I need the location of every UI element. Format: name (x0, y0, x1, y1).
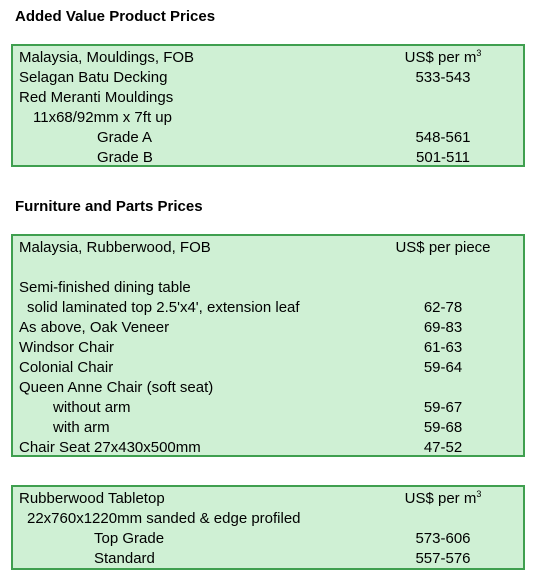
row-value: 501-511 (416, 149, 470, 166)
table-row (13, 398, 523, 418)
table-row (13, 338, 523, 358)
section-heading-furniture: Furniture and Parts Prices (15, 198, 203, 215)
row-value: 557-576 (415, 550, 471, 567)
table-row (13, 68, 523, 88)
table-row (13, 128, 523, 148)
table-row (13, 318, 523, 338)
row-label: Grade A (97, 129, 153, 146)
table-header-row (13, 238, 523, 258)
table-row (13, 378, 523, 398)
price-table-furniture (11, 234, 525, 457)
header-unit: US$ per $m^3$ (404, 489, 482, 507)
row-label: Top Grade (94, 530, 165, 547)
section-heading-added-value: Added Value Product Prices (15, 8, 216, 25)
row-label: without arm (53, 399, 131, 416)
row-value: 69-83 (423, 319, 463, 336)
table-row (13, 418, 523, 438)
price-table-mouldings (11, 44, 525, 167)
price-table-tabletop (11, 485, 525, 570)
row-label: Chair Seat 27x430x500mm (19, 439, 201, 456)
table-row (13, 108, 523, 128)
table-row (13, 358, 523, 378)
row-label: Windsor Chair (19, 339, 115, 356)
header-unit: US$ per piece (395, 239, 491, 256)
table-row (13, 438, 523, 458)
table-header-row (13, 489, 523, 509)
row-label: solid laminated top 2.5'x4', extension leaf (27, 299, 300, 316)
row-value: 533-543 (415, 69, 471, 86)
table-row (13, 278, 523, 298)
row-label: with arm (53, 419, 110, 436)
table-row (13, 549, 523, 569)
table-header-row (13, 48, 523, 68)
table-row (13, 509, 523, 529)
row-label: Semi-finished dining table (19, 279, 191, 296)
row-label: Colonial Chair (19, 359, 114, 376)
row-value: 59-64 (423, 359, 463, 376)
row-value: 47-52 (423, 439, 463, 456)
table-row (13, 148, 523, 168)
row-label: 22x760x1220mm sanded & edge profiled (27, 510, 301, 527)
row-label: Red Meranti Mouldings (19, 89, 174, 106)
row-value: 59-68 (423, 419, 463, 436)
table-row (13, 529, 523, 549)
row-value: 573-606 (415, 530, 471, 547)
table-row (13, 88, 523, 108)
row-value: 61-63 (423, 339, 463, 356)
row-label: 11x68/92mm x 7ft up (33, 109, 172, 126)
header-label: Rubberwood Tabletop (19, 490, 165, 507)
header-label: Malaysia, Rubberwood, FOB (19, 239, 211, 256)
row-value: 62-78 (423, 299, 463, 316)
header-label: Malaysia, Mouldings, FOB (19, 49, 195, 66)
row-label: Selagan Batu Decking (19, 69, 168, 86)
header-unit: US$ per $m^3$ (404, 48, 482, 66)
row-value: 548-561 (415, 129, 471, 146)
row-label: Grade B (97, 149, 153, 166)
table-row (13, 298, 523, 318)
row-label: Standard (94, 550, 155, 567)
row-label: As above, Oak Veneer (19, 319, 170, 336)
row-label: Queen Anne Chair (soft seat) (19, 379, 214, 396)
row-value: 59-67 (423, 399, 463, 416)
